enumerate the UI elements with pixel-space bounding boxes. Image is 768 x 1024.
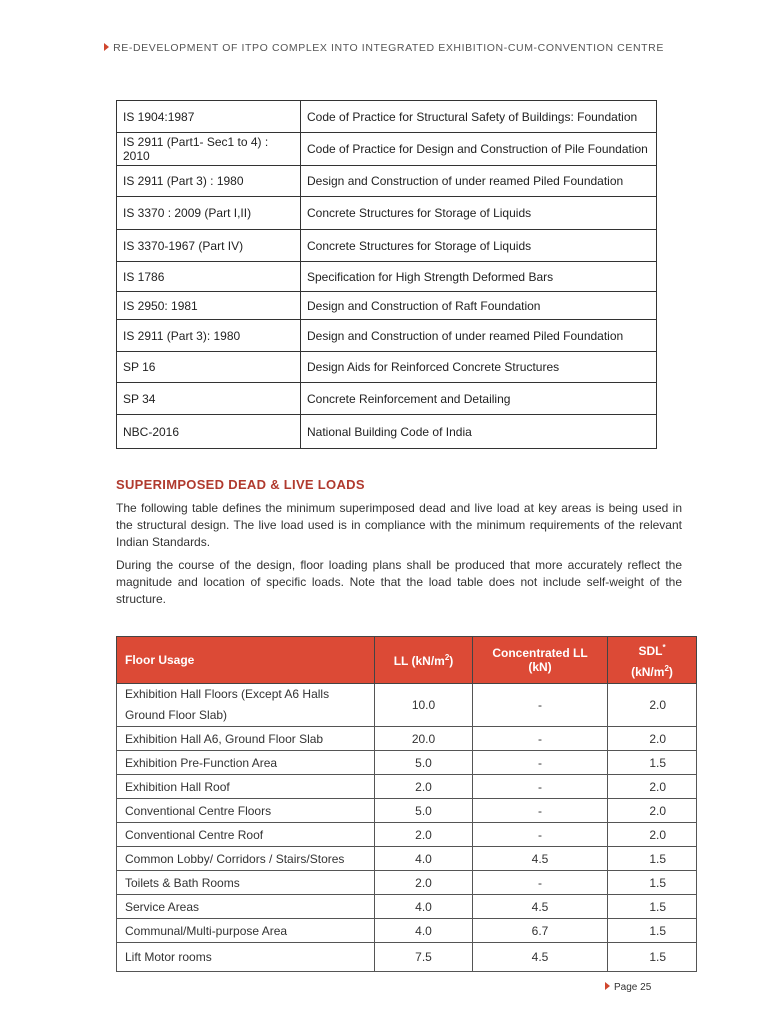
code-cell: IS 1904:1987	[117, 101, 301, 133]
table-row	[117, 383, 657, 415]
ll-cell: 2.0	[375, 871, 473, 895]
sdl-cell: 2.0	[608, 775, 697, 799]
table-row	[117, 919, 697, 943]
usage-cell: Exhibition Hall Floors (Except A6 Halls Ground Floor Slab)	[117, 684, 375, 727]
sdl-cell: 1.5	[608, 871, 697, 895]
sdl-cell: 1.5	[608, 847, 697, 871]
description-cell: Concrete Structures for Storage of Liquids	[301, 197, 657, 230]
description-cell: Concrete Reinforcement and Detailing	[301, 383, 657, 415]
code-cell: IS 3370-1967 (Part IV)	[117, 230, 301, 262]
usage-cell: Exhibition Hall A6, Ground Floor Slab	[117, 727, 375, 751]
table-row	[117, 847, 697, 871]
table-row	[117, 943, 697, 972]
usage-cell: Exhibition Hall Roof	[117, 775, 375, 799]
table-row	[117, 101, 657, 133]
code-cell: SP 34	[117, 383, 301, 415]
table-row	[117, 320, 657, 352]
table-row	[117, 751, 697, 775]
usage-cell: Service Areas	[117, 895, 375, 919]
standards-table	[116, 100, 657, 449]
description-cell: Specification for High Strength Deformed Bars	[301, 262, 657, 292]
ll-cell: 4.0	[375, 919, 473, 943]
conc-cell: 4.5	[473, 847, 608, 871]
table-row	[117, 727, 697, 751]
conc-cell: 6.7	[473, 919, 608, 943]
conc-cell: -	[473, 799, 608, 823]
sdl-cell: 2.0	[608, 684, 697, 727]
sdl-cell: 2.0	[608, 727, 697, 751]
description-cell: Code of Practice for Structural Safety of Buildings: Foundation	[301, 101, 657, 133]
description-cell: Code of Practice for Design and Construction of Pile Foundation	[301, 133, 657, 166]
description-cell: Design Aids for Reinforced Concrete Structures	[301, 352, 657, 383]
header-live-load: LL $(kN/m^2)$	[375, 637, 473, 684]
conc-cell: 4.5	[473, 895, 608, 919]
sdl-cell: 1.5	[608, 895, 697, 919]
table-row	[117, 799, 697, 823]
ll-cell: 2.0	[375, 775, 473, 799]
description-cell: National Building Code of India	[301, 415, 657, 449]
code-cell: IS 1786	[117, 262, 301, 292]
table-row	[117, 292, 657, 320]
header-title: RE-DEVELOPMENT OF ITPO COMPLEX INTO INTEGRATED EXHIBITION-CUM-CONVENTION CENTRE	[113, 42, 664, 54]
conc-cell: -	[473, 871, 608, 895]
code-cell: IS 3370 : 2009 (Part I,II)	[117, 197, 301, 230]
code-cell: NBC-2016	[117, 415, 301, 449]
sdl-cell: 1.5	[608, 751, 697, 775]
ll-cell: 7.5	[375, 943, 473, 972]
description-cell: Design and Construction of under reamed Piled Foundation	[301, 166, 657, 197]
table-row	[117, 823, 697, 847]
ll-cell: 4.0	[375, 847, 473, 871]
code-cell: IS 2911 (Part 3): 1980	[117, 320, 301, 352]
note-paragraph: During the course of the design, floor loading plans shall be produced that more accurately reflect the magnitude and location of specific loads. Note that the load table does not include self-weight of the structure.	[116, 558, 682, 606]
usage-cell: Lift Motor rooms	[117, 943, 375, 972]
header-sdl: SDL* $(kN/m^2)$	[608, 637, 697, 684]
description-cell: Design and Construction of Raft Foundation	[301, 292, 657, 320]
conc-cell: -	[473, 775, 608, 799]
code-cell: SP 16	[117, 352, 301, 383]
code-cell: IS 2911 (Part1- Sec1 to 4) : 2010	[117, 133, 301, 166]
usage-cell: Conventional Centre Roof	[117, 823, 375, 847]
usage-cell: Communal/Multi-purpose Area	[117, 919, 375, 943]
ll-cell: 10.0	[375, 684, 473, 727]
table-row	[117, 262, 657, 292]
usage-cell: Conventional Centre Floors	[117, 799, 375, 823]
conc-cell: -	[473, 684, 608, 727]
ll-cell: 5.0	[375, 751, 473, 775]
table-row	[117, 133, 657, 166]
usage-cell: Exhibition Pre-Function Area	[117, 751, 375, 775]
page-number: Page 25	[605, 982, 651, 993]
table-row	[117, 775, 697, 799]
code-cell: IS 2911 (Part 3) : 1980	[117, 166, 301, 197]
sdl-cell: 1.5	[608, 943, 697, 972]
table-header-row	[117, 637, 697, 684]
ll-cell: 2.0	[375, 823, 473, 847]
table-row	[117, 895, 697, 919]
table-row	[117, 415, 657, 449]
ll-cell: 20.0	[375, 727, 473, 751]
table-row	[117, 230, 657, 262]
loads-table	[116, 636, 697, 972]
arrow-bullet-icon	[605, 982, 610, 990]
table-row	[117, 166, 657, 197]
description-cell: Concrete Structures for Storage of Liquids	[301, 230, 657, 262]
document-header	[0, 42, 768, 54]
section-heading: SUPERIMPOSED DEAD & LIVE LOADS	[116, 477, 365, 492]
sdl-cell: 1.5	[608, 919, 697, 943]
conc-cell: -	[473, 823, 608, 847]
sdl-cell: 2.0	[608, 799, 697, 823]
description-cell: Design and Construction of under reamed Piled Foundation	[301, 320, 657, 352]
table-row	[117, 352, 657, 383]
code-cell: IS 2950: 1981	[117, 292, 301, 320]
header-floor-usage: Floor Usage	[117, 637, 375, 684]
table-row	[117, 197, 657, 230]
ll-cell: 5.0	[375, 799, 473, 823]
conc-cell: -	[473, 727, 608, 751]
table-row	[117, 684, 697, 727]
header-concentrated-load: Concentrated LL (kN)	[473, 637, 608, 684]
conc-cell: -	[473, 751, 608, 775]
arrow-bullet-icon	[104, 43, 109, 51]
intro-paragraph: The following table defines the minimum superimposed dead and live load at key areas is being used in the structural design. The live load used is in compliance with the minimum requirements of the relevant Indian Standards.	[116, 501, 682, 549]
ll-cell: 4.0	[375, 895, 473, 919]
table-row	[117, 871, 697, 895]
conc-cell: 4.5	[473, 943, 608, 972]
usage-cell: Toilets & Bath Rooms	[117, 871, 375, 895]
sdl-cell: 2.0	[608, 823, 697, 847]
usage-cell: Common Lobby/ Corridors / Stairs/Stores	[117, 847, 375, 871]
